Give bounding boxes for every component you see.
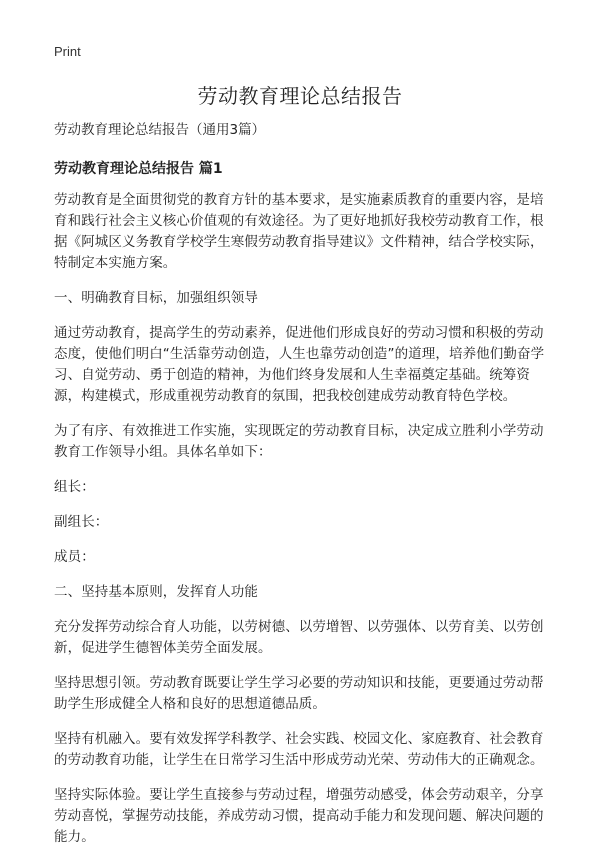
paragraph: 二、坚持基本原则，发挥育人功能 — [54, 584, 258, 600]
paragraph: 组长： — [54, 479, 95, 495]
paragraph: 为了有序、有效推进工作实施，实现既定的劳动教育目标，决定成立胜利小学劳动教育工作领导小组。具体名单如下： — [54, 423, 544, 460]
paragraph: 坚持思想引领。劳动教育既要让学生学习必要的劳动知识和技能，更要通过劳动帮助学生形成健全人格和良好的思想道德品质。 — [54, 675, 544, 712]
paragraph: 坚持实际体验。要让学生直接参与劳动过程，增强劳动感受，体会劳动艰辛，分享劳动喜悦，掌握劳动技能，养成劳动习惯，提高动手能力和发现问题、解决问题的能力。 — [54, 787, 544, 845]
paragraph: 劳动教育是全面贯彻党的教育方针的基本要求，是实施素质教育的重要内容，是培育和践行社会主义核心价值观的有效途径。为了更好地抓好我校劳动教育工作，根据《阿城区义务教育学校学生寒假劳动教育指导建议》文件精神，结合学校实际，特制定本实施方案。 — [54, 192, 544, 271]
document-subtitle: 劳动教育理论总结报告（通用3篇） — [54, 122, 266, 138]
paragraph: 充分发挥劳动综合育人功能，以劳树德、以劳增智、以劳强体、以劳育美、以劳创新，促进学生德智体美劳全面发展。 — [54, 619, 544, 656]
section-heading: 劳动教育理论总结报告 篇1 — [54, 161, 223, 177]
paragraph: 通过劳动教育，提高学生的劳动素养，促进他们形成良好的劳动习惯和积极的劳动态度，使他们明白“生活靠劳动创造，人生也靠劳动创造”的道理，培养他们勤奋学习、自觉劳动、勇于创造的精神，为他们终身发展和人生幸福奠定基础。统筹资源，构建模式，形成重视劳动教育的氛围，把我校创建成劳动教育特色学校。 — [54, 325, 545, 404]
paragraph: 副组长： — [54, 514, 109, 530]
page-title: 劳动教育理论总结报告 — [197, 84, 403, 108]
document-body — [54, 114, 546, 848]
paragraph: 成员： — [54, 549, 95, 565]
paragraph: 一、明确教育目标，加强组织领导 — [54, 290, 258, 306]
print-link[interactable]: Print — [54, 44, 81, 59]
paragraph: 坚持有机融入。要有效发挥学科教学、社会实践、校园文化、家庭教育、社会教育的劳动教育功能，让学生在日常学习生活中形成劳动光荣、劳动伟大的正确观念。 — [54, 731, 544, 768]
